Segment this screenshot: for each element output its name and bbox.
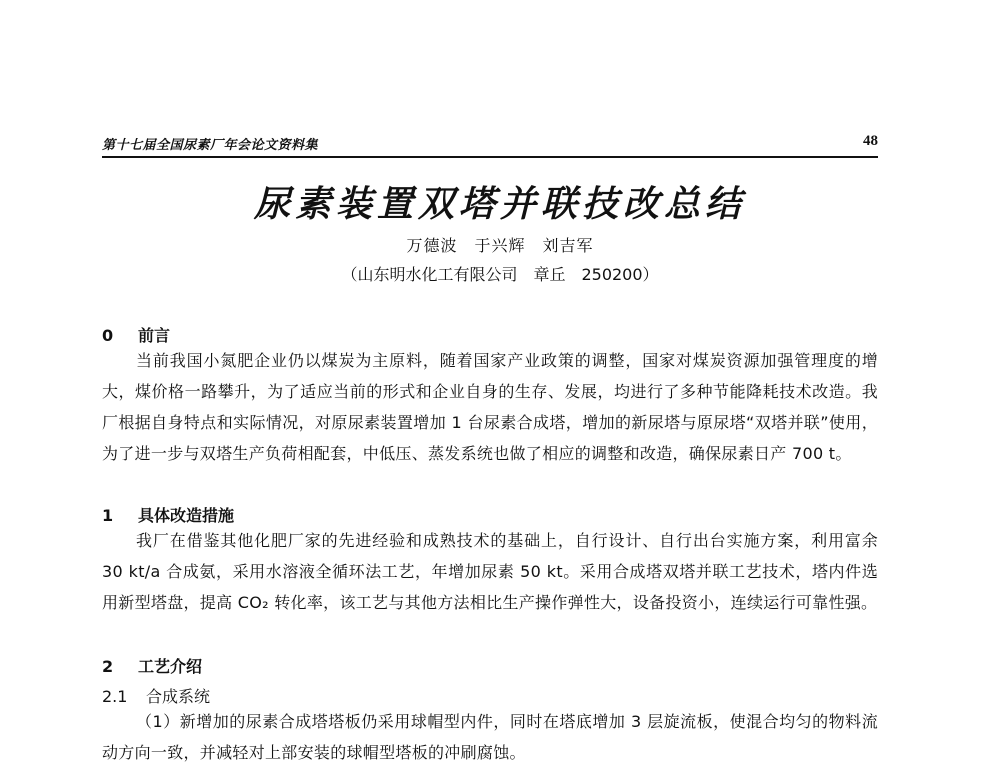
section-heading-2	[102, 654, 202, 677]
journal-title: 第十七届全国尿素厂年会论文资料集	[102, 138, 319, 153]
author-list: 万德波 于兴辉 刘吉军	[406, 236, 594, 255]
subsection-title: 合成系统	[146, 687, 211, 706]
paragraph-measures: 我厂在借鉴其他化肥厂家的先进经验和成熟技术的基础上，自行设计、自行出台实施方案，利用富余 30 kt/a 合成氨，采用水溶液全循环法工艺，年增加尿素 50 kt。采用合成塔双塔并联工艺技术，塔内件选用新型塔盘，提高 CO₂ 转化率，该工艺与其他方法相比生产操作弹性大，设备投资小，连续运行可靠性强。	[102, 531, 878, 612]
section-heading-0	[102, 323, 170, 346]
paragraph-intro: 当前我国小氮肥企业仍以煤炭为主原料，随着国家产业政策的调整，国家对煤炭资源加强管理度的增大，煤价格一路攀升，为了适应当前的形式和企业自身的生存、发展，均进行了多种节能降耗技术改造。我厂根据自身特点和实际情况，对原尿素装置增加 1 台尿素合成塔，增加的新尿塔与原尿塔“双塔并联”使用，为了进一步与双塔生产负荷相配套，中低压、蒸发系统也做了相应的调整和改造，确保尿素日产 700 t。	[102, 351, 878, 463]
section-number: 1	[102, 506, 114, 525]
section-number: 0	[102, 326, 114, 345]
paragraph-synthesis: （1）新增加的尿素合成塔塔板仍采用球帽型内件，同时在塔底增加 3 层旋流板，使混合均匀的物料流动方向一致，并减轻对上部安装的球帽型塔板的冲刷腐蚀。	[102, 712, 878, 762]
section-title: 前言	[138, 326, 171, 345]
section-title: 工艺介绍	[138, 657, 203, 676]
page-number: 48	[863, 133, 878, 149]
subsection-number: 2.1	[102, 687, 128, 706]
running-header	[102, 132, 878, 158]
paper-title: 尿素装置双塔并联技改总结	[253, 183, 746, 225]
section-number: 2	[102, 657, 114, 676]
affiliation: （山东明水化工有限公司 章丘 250200）	[341, 265, 659, 284]
section-heading-1	[102, 503, 234, 526]
subsection-heading-2-1	[102, 684, 210, 707]
section-title: 具体改造措施	[138, 506, 235, 525]
